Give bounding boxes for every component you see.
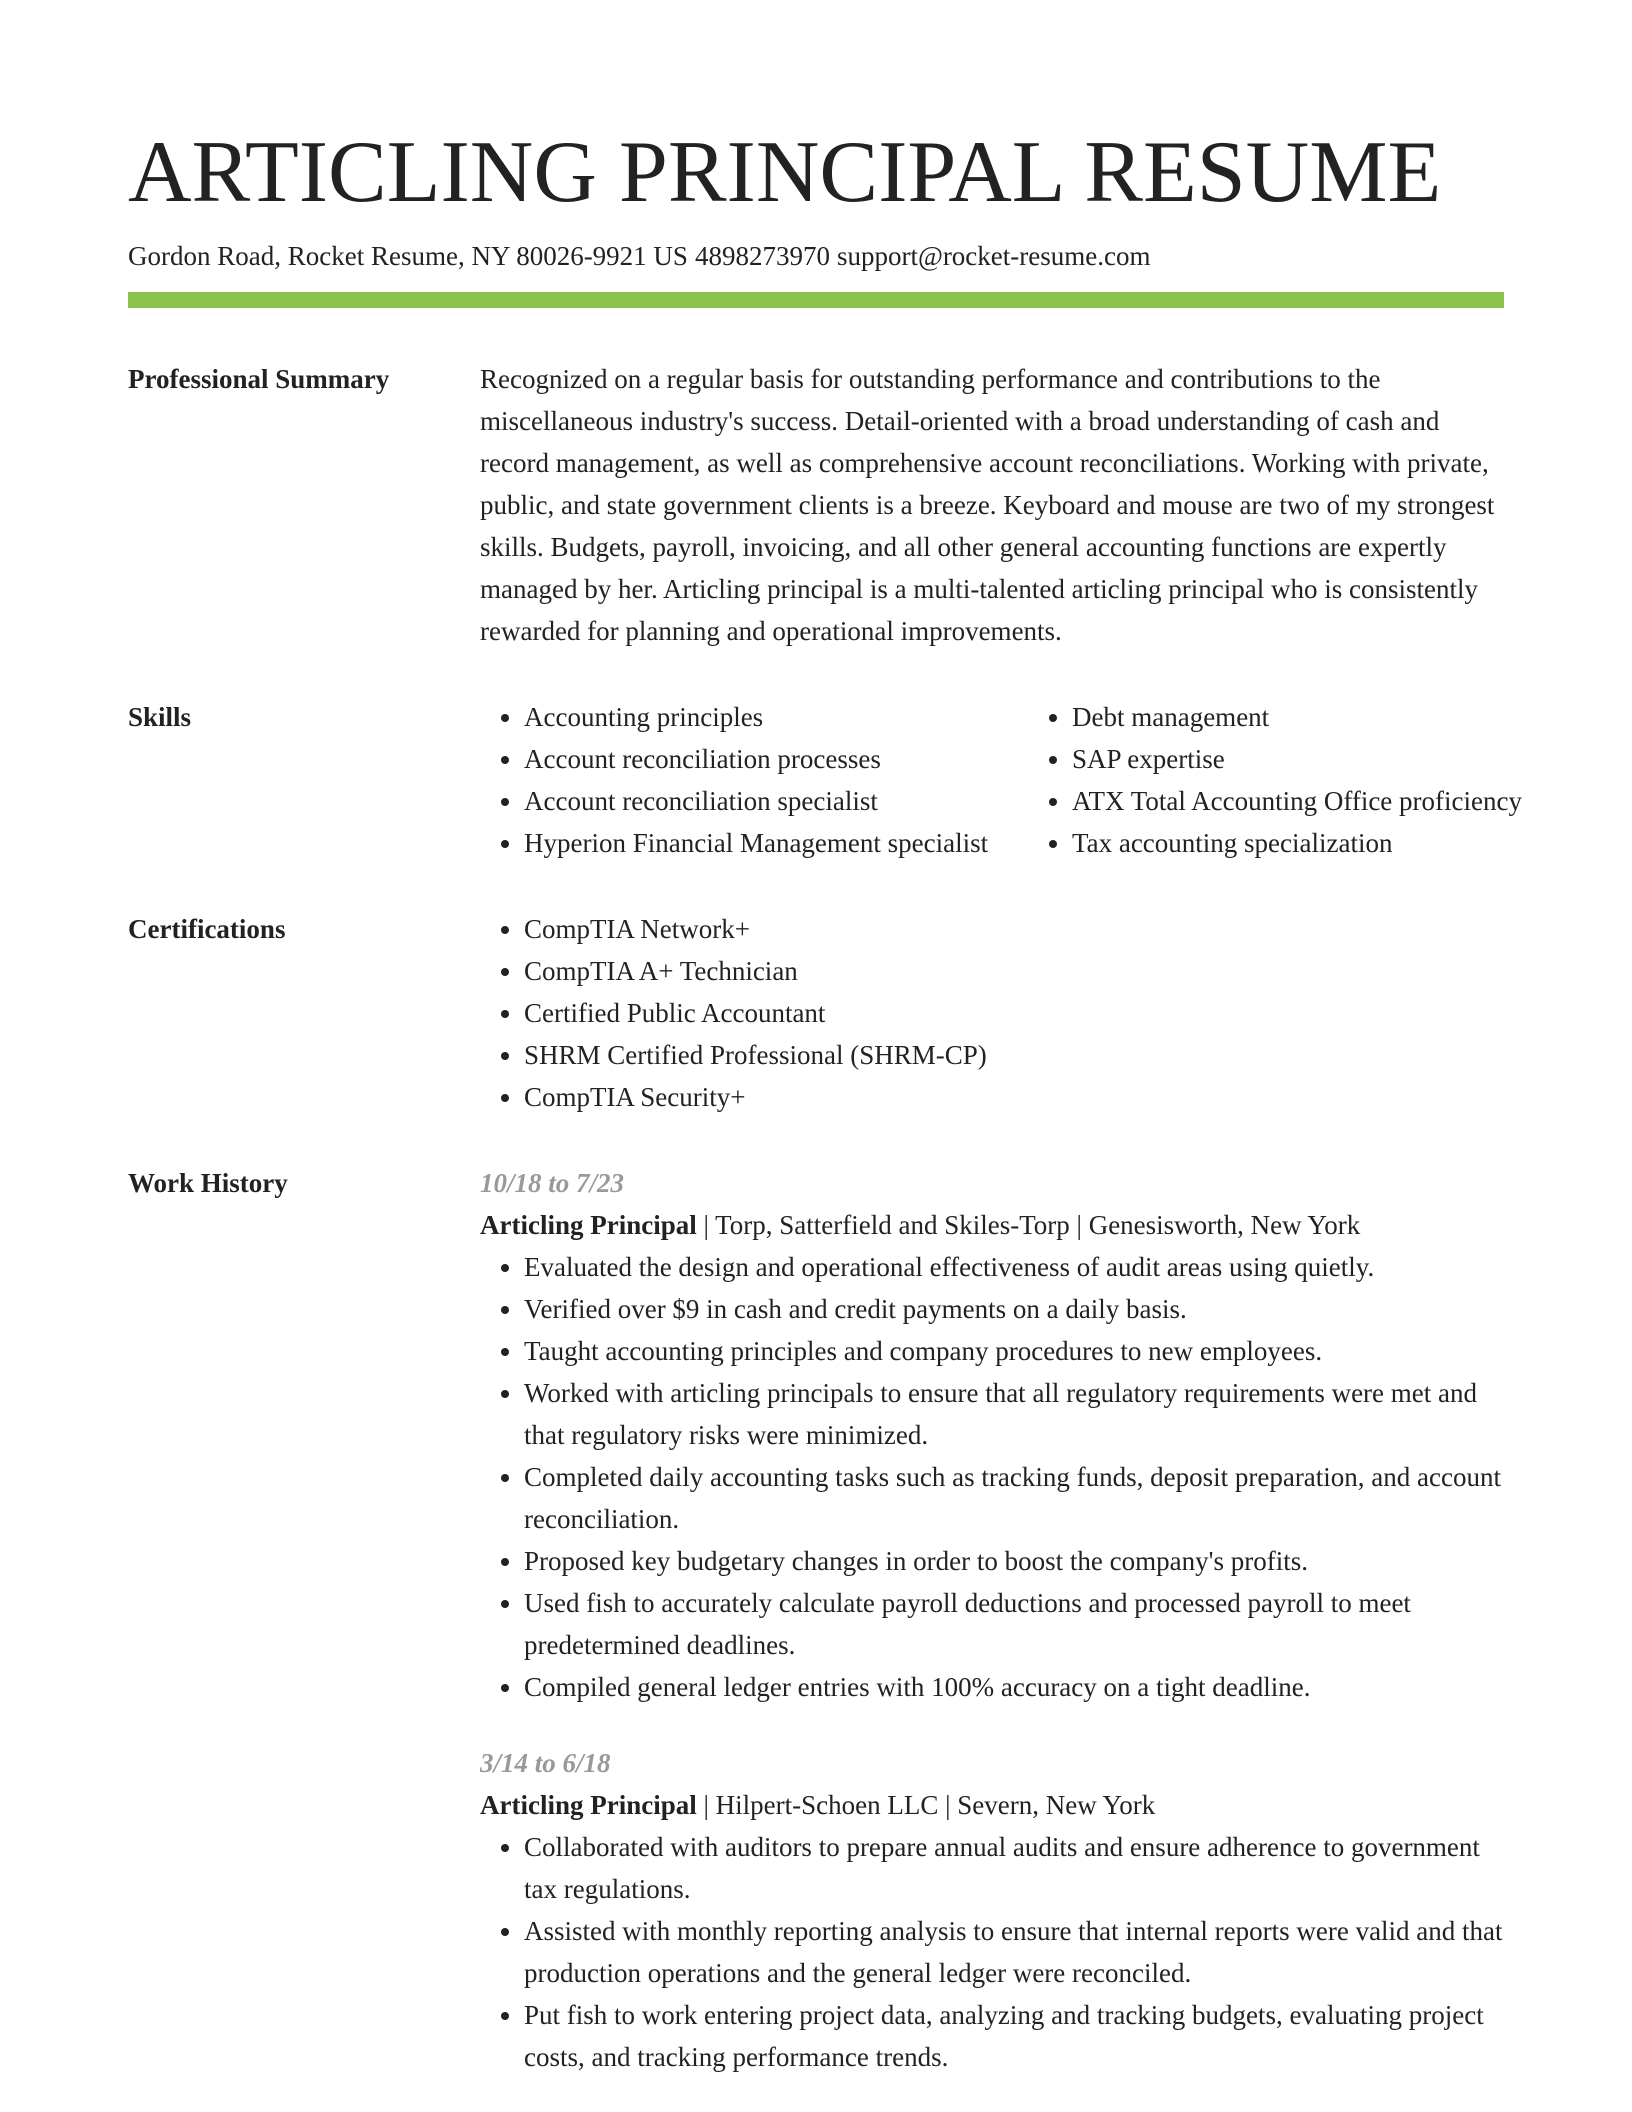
job-bullet: • Taught accounting principles and company procedures to new employees.	[524, 1330, 1504, 1372]
skills-body	[480, 696, 1572, 864]
certification-item: • CompTIA Security+	[524, 1076, 1504, 1118]
job-title: Articling Principal	[480, 1210, 697, 1240]
job-entry	[480, 1742, 1504, 2078]
skill-item: • Accounting principles	[524, 696, 1028, 738]
skills-section	[128, 696, 1522, 864]
job-separator: |	[703, 1790, 709, 1820]
job-bullet: • Proposed key budgetary changes in order to boost the company's profits.	[524, 1540, 1504, 1582]
job-separator: |	[945, 1790, 951, 1820]
job-location: Genesisworth, New York	[1088, 1210, 1361, 1240]
job-bullet: • Worked with articling principals to ensure that all regulatory requirements were met and that regulatory risks were minimized.	[524, 1372, 1504, 1456]
job-heading	[480, 1784, 1504, 1826]
summary-body	[480, 358, 1504, 652]
skill-item: • SAP expertise	[1072, 738, 1572, 780]
job-bullet: • Used fish to accurately calculate payroll deductions and processed payroll to meet predetermined deadlines.	[524, 1582, 1504, 1666]
contact-address: Gordon Road, Rocket Resume, NY 80026-9921 US	[128, 241, 688, 271]
job-bullet: • Collaborated with auditors to prepare annual audits and ensure adherence to government tax regulations.	[524, 1826, 1504, 1910]
resume-page	[128, 0, 1522, 2078]
resume-title: ARTICLING PRINCIPAL RESUME	[128, 124, 1442, 221]
job-dates: 10/18 to 7/23	[480, 1168, 625, 1198]
job-bullet: • Completed daily accounting tasks such as tracking funds, deposit preparation, and account reconciliation.	[524, 1456, 1504, 1540]
skill-item: • Account reconciliation processes	[524, 738, 1028, 780]
job-bullet: • Assisted with monthly reporting analysis to ensure that internal reports were valid and that production operations and the general ledger were reconciled.	[524, 1910, 1504, 1994]
summary-section	[128, 358, 1504, 652]
section-title-work-history: Work History	[128, 1168, 288, 1198]
job-separator: |	[703, 1210, 709, 1240]
job-bullets	[480, 1246, 1504, 1708]
certification-item: • Certified Public Accountant	[524, 992, 1504, 1034]
section-title-skills: Skills	[128, 702, 192, 732]
certifications-body	[480, 908, 1504, 1118]
job-location: Severn, New York	[957, 1790, 1156, 1820]
accent-divider	[128, 292, 1504, 308]
work-history-section	[128, 1162, 1504, 2078]
skills-list-right	[1028, 696, 1572, 864]
work-history-body	[480, 1162, 1504, 2078]
skills-list-left	[480, 696, 1028, 864]
job-title: Articling Principal	[480, 1790, 697, 1820]
job-entry	[480, 1162, 1504, 1708]
summary-text: Recognized on a regular basis for outstanding performance and contributions to the miscellaneous industry's success. Detail-oriented with a broad understanding of cash and record management, as well as comprehensive account reconciliations. Working with private, public, and state government clients is a breeze. Keyboard and mouse are two of my strongest skills. Budgets, payroll, invoicing, and all other general accounting functions are expertly managed by her. Articling principal is a multi-talented articling principal who is consistently rewarded for planning and operational improvements.	[480, 364, 1495, 646]
certification-item: • CompTIA A+ Technician	[524, 950, 1504, 992]
skill-item: • Tax accounting specialization	[1072, 822, 1572, 864]
skill-item: • ATX Total Accounting Office proficiency	[1072, 780, 1572, 822]
job-separator: |	[1076, 1210, 1082, 1240]
section-title-summary: Professional Summary	[128, 364, 390, 394]
certification-item: • SHRM Certified Professional (SHRM-CP)	[524, 1034, 1504, 1076]
job-bullet: • Verified over $9 in cash and credit payments on a daily basis.	[524, 1288, 1504, 1330]
section-title-certifications: Certifications	[128, 914, 286, 944]
certifications-list	[480, 908, 1504, 1118]
job-heading	[480, 1204, 1504, 1246]
contact-email: support@rocket-resume.com	[836, 241, 1151, 271]
job-bullet: • Put fish to work entering project data, analyzing and tracking budgets, evaluating project costs, and tracking performance trends.	[524, 1994, 1504, 2078]
job-company: Torp, Satterfield and Skiles-Torp	[715, 1210, 1070, 1240]
skill-item: • Debt management	[1072, 696, 1572, 738]
job-bullet: • Compiled general ledger entries with 100% accuracy on a tight deadline.	[524, 1666, 1504, 1708]
job-dates: 3/14 to 6/18	[480, 1748, 611, 1778]
certifications-section	[128, 908, 1504, 1118]
skill-item: • Account reconciliation specialist	[524, 780, 1028, 822]
job-bullet: • Evaluated the design and operational effectiveness of audit areas using quietly.	[524, 1246, 1504, 1288]
skill-item: • Hyperion Financial Management specialist	[524, 822, 1028, 864]
contact-line	[128, 238, 1504, 274]
certification-item: • CompTIA Network+	[524, 908, 1504, 950]
job-company: Hilpert-Schoen LLC	[715, 1790, 939, 1820]
job-bullets	[480, 1826, 1504, 2078]
contact-phone: 4898273970	[694, 241, 830, 271]
